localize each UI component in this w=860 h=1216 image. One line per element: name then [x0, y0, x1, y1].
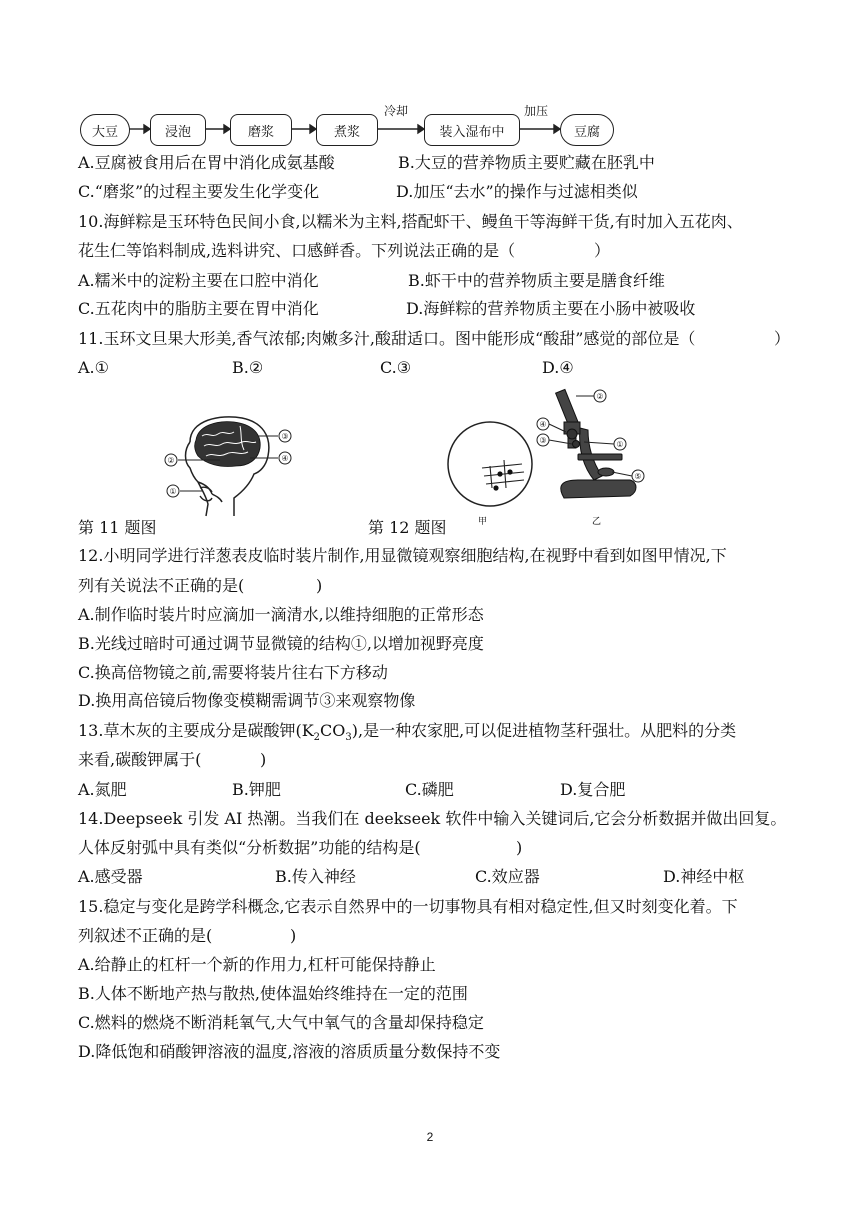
q10-option-b: B.虾干中的营养物质主要是膳食纤维: [408, 271, 665, 290]
scope-mark-3: ③: [539, 436, 547, 445]
q15-option-c: C.燃料的燃烧不断消耗氧气,大气中氧气的含量却保持稳定: [78, 1013, 484, 1032]
q15-option-b: B.人体不断地产热与散热,使体温始终维持在一定的范围: [78, 984, 468, 1003]
tofu-process-flowchart: [78, 104, 618, 150]
q15-option-d: D.降低饱和硝酸钾溶液的温度,溶液的溶质质量分数保持不变: [78, 1042, 501, 1061]
q9-option-b: B.大豆的营养物质主要贮藏在胚乳中: [398, 153, 655, 172]
q14-option-b: B.传入神经: [275, 867, 356, 886]
flow-step-cloth: 装入湿布中: [424, 114, 520, 146]
q15-stem-line1: 15.稳定与变化是跨学科概念,它表示自然界中的一切事物具有相对稳定性,但又时刻变化着。下: [78, 897, 738, 916]
q12-option-c: C.换高倍物镜之前,需要将装片往右下方移动: [78, 663, 388, 682]
flow-step-tofu: 豆腐: [560, 114, 614, 146]
q9-option-c: C.“磨浆”的过程主要发生化学变化: [78, 182, 320, 201]
q11-option-c: C.③: [380, 358, 412, 377]
q11-option-d: D.④: [542, 358, 574, 377]
q15-answer-close: ): [290, 926, 297, 945]
flow-step-soybean: 大豆: [80, 114, 130, 146]
q13-option-d: D.复合肥: [560, 780, 626, 799]
microscope-figure: [534, 384, 654, 530]
q14-stem-line1: 14.Deepseek 引发 AI 热潮。当我们在 deekseek 软件中输入关键词后,它会分析数据并做出回复。: [78, 809, 787, 828]
caption-fig12: 第 12 题图: [368, 518, 447, 537]
brain-mark-1: ①: [169, 487, 177, 496]
q11-option-a: A.①: [78, 358, 109, 377]
q11-option-b: B.②: [232, 358, 264, 377]
q10-answer-close: ）: [594, 241, 611, 260]
q13-stem-line2: 来看,碳酸钾属于(: [78, 750, 202, 769]
q13-option-c: C.磷肥: [405, 780, 454, 799]
scope-mark-4: ④: [539, 420, 547, 429]
q13-option-b: B.钾肥: [232, 780, 281, 799]
flow-step-grind: 磨浆: [230, 114, 292, 146]
scope-mark-2: ②: [596, 392, 604, 401]
label-yi: 乙: [592, 517, 602, 527]
q13-stem-line1: 13.草木灰的主要成分是碳酸钾$(K_2CO_3)$,是一种农家肥,可以促进植物茎秆强壮。从肥料的分类: [78, 721, 737, 744]
q11-answer-close: ）: [774, 329, 791, 348]
q12-option-b: B.光线过暗时可通过调节显微镜的结构①,以增加视野亮度: [78, 634, 484, 653]
q9-option-a: A.豆腐被食用后在胃中消化成氨基酸: [78, 153, 335, 172]
q10-option-c: C.五花肉中的脂肪主要在胃中消化: [78, 299, 319, 318]
flow-step-soak: 浸泡: [150, 114, 206, 146]
q14-option-a: A.感受器: [78, 867, 143, 886]
q9-option-d: D.加压“去水”的操作与过滤相类似: [396, 182, 638, 201]
q14-answer-close: ): [516, 838, 523, 857]
q12-stem-line2: 列有关说法不正确的是(: [78, 576, 245, 595]
flow-label-cool: 冷却: [384, 104, 409, 118]
page-number: 2: [426, 1130, 434, 1144]
q12-stem-line1: 12.小明同学进行洋葱表皮临时装片制作,用显微镜观察细胞结构,在视野中看到如图甲情况,下: [78, 546, 727, 565]
q11-stem: 11.玉环文旦果大形美,香气浓郁;肉嫩多汁,酸甜适口。图中能形成“酸甜”感觉的部位是（: [78, 329, 696, 348]
q10-option-d: D.海鲜粽的营养物质主要在小肠中被吸收: [406, 299, 696, 318]
q13-option-a: A.氮肥: [78, 780, 127, 799]
label-jia: 甲: [478, 517, 488, 527]
q10-stem-line1: 10.海鲜粽是玉环特色民间小食,以糯米为主料,搭配虾干、鳗鱼干等海鲜干货,有时加入五花肉、: [78, 212, 743, 231]
q15-option-a: A.给静止的杠杆一个新的作用力,杠杆可能保持静止: [78, 955, 436, 974]
q12-answer-close: ): [316, 576, 323, 595]
microscope-field-of-view: [444, 408, 536, 528]
brain-mark-2: ②: [167, 456, 175, 465]
q12-option-d: D.换用高倍镜后物像变模糊需调节③来观察物像: [78, 691, 416, 710]
scope-mark-1: ①: [616, 440, 624, 449]
caption-fig11: 第 11 题图: [78, 518, 157, 537]
brain-mark-4: ④: [281, 454, 289, 463]
brain-mark-3: ③: [281, 432, 289, 441]
q10-stem-line2: 花生仁等馅料制成,选料讲究、口感鲜香。下列说法正确的是（: [78, 241, 516, 260]
q12-option-a: A.制作临时装片时应滴加一滴清水,以维持细胞的正常形态: [78, 605, 484, 624]
q10-option-a: A.糯米中的淀粉主要在口腔中消化: [78, 271, 319, 290]
q15-stem-line2: 列叙述不正确的是(: [78, 926, 213, 945]
flow-label-press: 加压: [524, 104, 549, 118]
q14-stem-line2: 人体反射弧中具有类似“分析数据”功能的结构是(: [78, 838, 421, 857]
q14-option-c: C.效应器: [475, 867, 540, 886]
q14-option-d: D.神经中枢: [663, 867, 745, 886]
q13-answer-close: ): [260, 750, 267, 769]
brain-head-figure: [150, 412, 300, 522]
flow-step-boil: 煮浆: [316, 114, 378, 146]
scope-mark-5: ⑤: [634, 472, 642, 481]
